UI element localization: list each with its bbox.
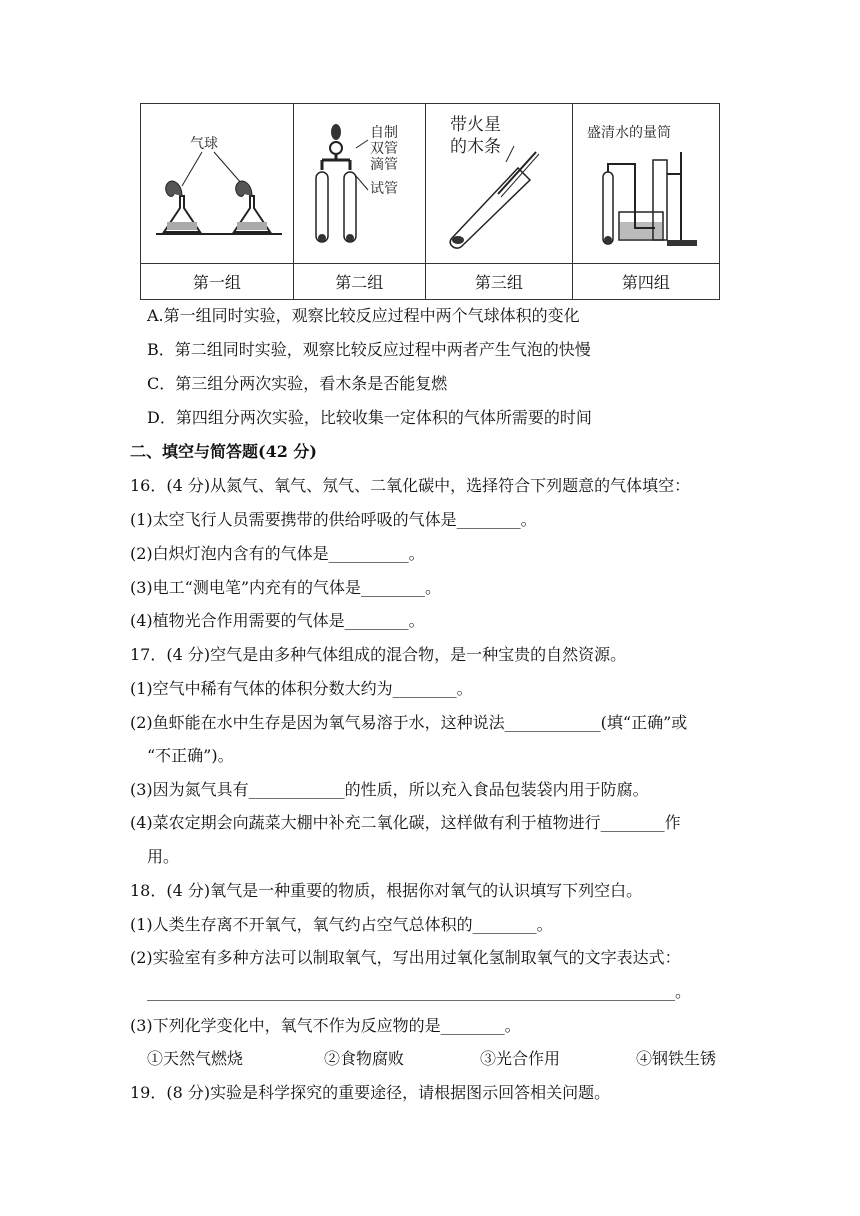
experiment-table [140,103,720,300]
q16-part-4: (4)植物光合作用需要的气体是________。 [130,611,425,630]
group-label-1: 第一组 [141,264,294,300]
q16-part-1: (1)太空飞行人员需要携带的供给呼吸的气体是________。 [130,510,537,529]
q16-part-3: (3)电工“测电笔”内充有的气体是________。 [130,578,442,597]
group-label-3: 第三组 [425,264,572,300]
water-cylinder-figure [573,104,718,259]
q18-choice-2: ②食物腐败 [324,1049,405,1068]
q17-part-3: (3)因为氮气具有____________的性质，所以充入食品包装袋内用于防腐。 [130,780,649,799]
q18-part-2-answer-line: __________________________________________________________________。 [147,982,691,1001]
group2-figure-cell [293,104,425,264]
q18-part-2: (2)实验室有多种方法可以制取氧气，写出用过氧化氢制取氧气的文字表达式： [130,948,681,967]
splint-label-2: 的木条 [450,137,502,157]
q17-part-1: (1)空气中稀有气体的体积分数大约为________。 [130,679,473,698]
group-label-2: 第二组 [293,264,425,300]
q18-choice-4: ④钢铁生锈 [636,1049,717,1068]
option-d: D．第四组分两次实验，比较收集一定体积的气体所需要的时间 [147,408,592,427]
q17-part-2: (2)鱼虾能在水中生存是因为氧气易溶于水，这种说法____________(填“正确”或 [130,713,688,732]
balloon-label: 气球 [189,136,218,152]
group4-figure-cell [572,104,719,264]
q18-part-3: (3)下列化学变化中，氧气不作为反应物的是________。 [130,1016,521,1035]
q17-part-4-cont: 用。 [147,847,180,866]
dropper-label-2: 双管 [370,141,399,157]
q17-part-2-cont: “不正确”)。 [147,746,234,765]
group1-figure-cell [141,104,294,264]
q18-choice-3: ③光合作用 [480,1049,561,1068]
q19-stem: 19．(8 分)实验是科学探究的重要途径，请根据图示回答相关问题。 [130,1083,611,1102]
option-c: C．第三组分两次实验，看木条是否能复燃 [147,374,448,393]
dropper-label-3: 滴管 [370,157,399,173]
q18-choice-1: ①天然气燃烧 [147,1049,244,1068]
q17-stem: 17．(4 分)空气是由多种气体组成的混合物，是一种宝贵的自然资源。 [130,645,627,664]
group3-figure-cell [425,104,572,264]
section-title: 二、填空与简答题(42 分) [130,442,317,461]
group-label-4: 第四组 [572,264,719,300]
option-a: A.第一组同时实验，观察比较反应过程中两个气球体积的变化 [147,306,580,325]
double-dropper-figure [294,104,424,259]
balloon-flasks-figure [142,104,292,259]
option-b: B．第二组同时实验，观察比较反应过程中两者产生气泡的快慢 [147,340,591,359]
q18-stem: 18．(4 分)氧气是一种重要的物质，根据你对氧气的认识填写下列空白。 [130,881,643,900]
test-tube-label: 试管 [370,181,399,197]
q18-part-1: (1)人类生存离不开氧气，氧气约占空气总体积的________。 [130,915,553,934]
cylinder-label: 盛清水的量筒 [587,125,672,141]
splint-label-1: 带火星 [450,115,502,135]
q16-stem: 16．(4 分)从氮气、氧气、氖气、二氧化碳中，选择符合下列题意的气体填空： [130,476,691,495]
dropper-label-1: 自制 [370,125,399,141]
glowing-splint-figure [426,104,571,259]
q17-part-4: (4)菜农定期会向蔬菜大棚中补充二氧化碳，这样做有利于植物进行________作 [130,813,681,832]
q16-part-2: (2)白炽灯泡内含有的气体是__________。 [130,544,425,563]
